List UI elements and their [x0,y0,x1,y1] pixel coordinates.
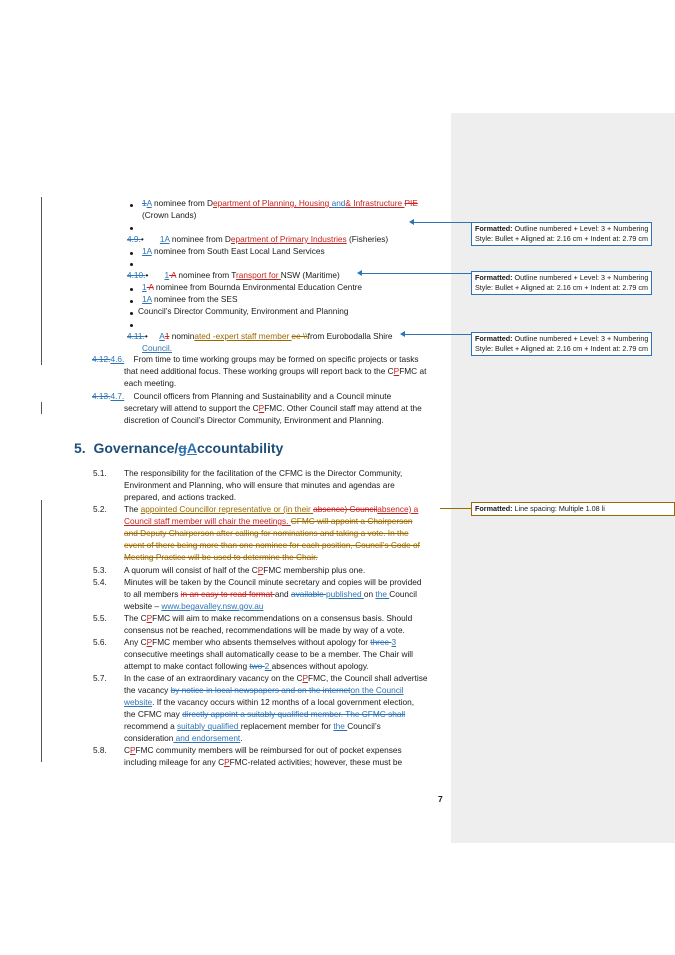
paragraph-4-6: 4.12.4.6. From time to time working groups may be formed on specific projects or tasks [92,354,419,364]
bullet [130,324,133,327]
bullet [130,263,133,266]
item-number: 5.1. [93,468,107,478]
list-item: 1A nominee from Department of Planning, Housing and& Infrastructure PIE [142,198,418,208]
format-comment-balloon[interactable]: Formatted: Outline numbered + Level: 3 + Numbering Style: Bullet + Aligned at: 2.16 cm + Indent at: 2.79 cm [471,222,652,246]
list-item: 1A nominee from South East Local Land Services [142,246,325,256]
bullet [130,288,133,291]
item-number: 5.6. [93,637,107,647]
balloon-leader [412,222,471,223]
change-bar [41,500,42,762]
list-item: 1A nominee from the SES [142,294,238,304]
arrow-icon [400,331,405,337]
item-number: 5.4. [93,577,107,587]
list-item: Council’s Director Community, Environment and Planning [138,306,349,316]
list-item: 4.10.• 1 A nominee from Transport for NSW (Maritime) [127,270,340,280]
page-number: 7 [438,794,443,804]
format-comment-balloon[interactable]: Formatted: Outline numbered + Level: 3 + Numbering Style: Bullet + Aligned at: 2.16 cm + Indent at: 2.79 cm [471,271,652,295]
balloon-leader [403,334,471,335]
bullet [130,312,133,315]
arrow-icon [409,219,414,225]
item-number: 5.8. [93,745,107,755]
document-page: 1A nominee from Department of Planning, Housing and& Infrastructure PIE (Crown Lands) 4.9.• 1A nominee from Department of Primary Industries (Fisheries) 1A nominee from South East Local Land Services 4.10.• 1 A nominee from Transport for NSW (Maritime) 1 A nominee from Bournda Environmental Education Centre 1A nominee from the SES Council’s Director Community, Environment and Planning 4.11.• A1 nominated -expert staff member ee \\from Eurobodalla Shire Council. 4.12.4.6. From time to time working groups may be formed on specific projects or tasks that need additional focus. These working groups will report back to the CPFMC at each meeting. 4.13.4.7. Council officers from Planning and Sustainability and a Council minute secretary will attend to support the CPFMC. Other Council staff may attend at the discretion of Council’s Director Community, Environment and Planning. 5. Governance/gAccountability 5.1. The responsibility for the facilitation of the CFMC is the Director Community, Environment and Planning, who will ensure that minutes and agendas are prepared, and actions tracked. 5.2. The appointed Councillor representative or (in their absence) Councilabsence) a Council staff member will chair the meetings. CFMC will appoint a Chairperson and Deputy Chairperson after calling for nominations and taking a vote. In the event of there being more than one nominee for each position, Council’s Code of Meeting Practice will be used to determine the Chair. 5.3. A quorum will consist of half of the CPFMC membership plus one. 5.4. Minutes will be taken by the Council minute secretary and copies will be provided to all members in an easy to read format and available published on the Council website – www.begavalley.nsw.gov.au 5.5. The CPFMC will aim to make recommendations on a consensus basis. Should consensus not be reached, recommendations will be made by way of a vote. 5.6. Any CPFMC member who absents themselves without apology for three 3 consecutive meetings shall automatically cease to be a member. The Chair will attempt to make contact following two 2 absences without apology. 5.7. In the case of an extraordinary vacancy on the CPFMC, the Council shall advertise the vacancy by notice in local newspapers and on the interneton the Council website. If the vacancy occurs within 12 months of a local government election, the CFMC may directly appoint a suitably qualified member. The CFMC shall recommend a suitably qualified replacement member for the Council’s consideration and endorsement. 5.8. CPFMC community members will be reimbursed for out of pocket expenses including mileage for any CPFMC-related activities; however, these must be Formatted: Outline numbered + Level: 3 + Numbering Style: Bullet + Aligned at: 2.16 cm + Indent at: 2.79 cm Formatted: Outline numbered + Level: 3 + Numbering Style: Bullet + Aligned at: 2.16 cm + Indent at: 2.79 cm Formatted: Outline numbered + Level: 3 + Numbering Style: Bullet + Aligned at: 2.16 cm + Indent at: 2.79 cm Formatted: Line spacing: Multiple 1.08 li 7 [0,0,675,955]
format-comment-balloon[interactable]: Formatted: Outline numbered + Level: 3 + Numbering Style: Bullet + Aligned at: 2.16 cm + Indent at: 2.79 cm [471,332,652,356]
list-item-continuation: (Crown Lands) [142,210,197,220]
bullet [130,252,133,255]
list-item-continuation: Council. [142,343,172,353]
item-number: 5.5. [93,613,107,623]
balloon-leader [360,273,471,274]
bullet [130,227,133,230]
change-bar [41,402,42,414]
item-number: 5.3. [93,565,107,575]
format-comment-balloon[interactable]: Formatted: Line spacing: Multiple 1.08 li [471,502,675,516]
change-bar [41,197,42,365]
website-link[interactable]: www.begavalley.nsw.gov.au [161,601,264,611]
bullet [130,300,133,303]
list-item: 4.11.• A1 nominated -expert staff member ee \\from Eurobodalla Shire [127,331,393,341]
bullet [130,204,133,207]
item-number: 5.7. [93,673,107,683]
list-item: 1 A nominee from Bournda Environmental Education Centre [142,282,363,292]
paragraph-4-7: 4.13.4.7. Council officers from Planning and Sustainability and a Council minute [92,391,392,401]
balloon-leader [440,508,471,509]
list-item: 4.9.• 1A nominee from Department of Primary Industries (Fisheries) [127,234,389,244]
arrow-icon [357,270,362,276]
section-heading: 5. Governance/gAccountability [74,440,284,456]
item-number: 5.2. [93,504,107,514]
